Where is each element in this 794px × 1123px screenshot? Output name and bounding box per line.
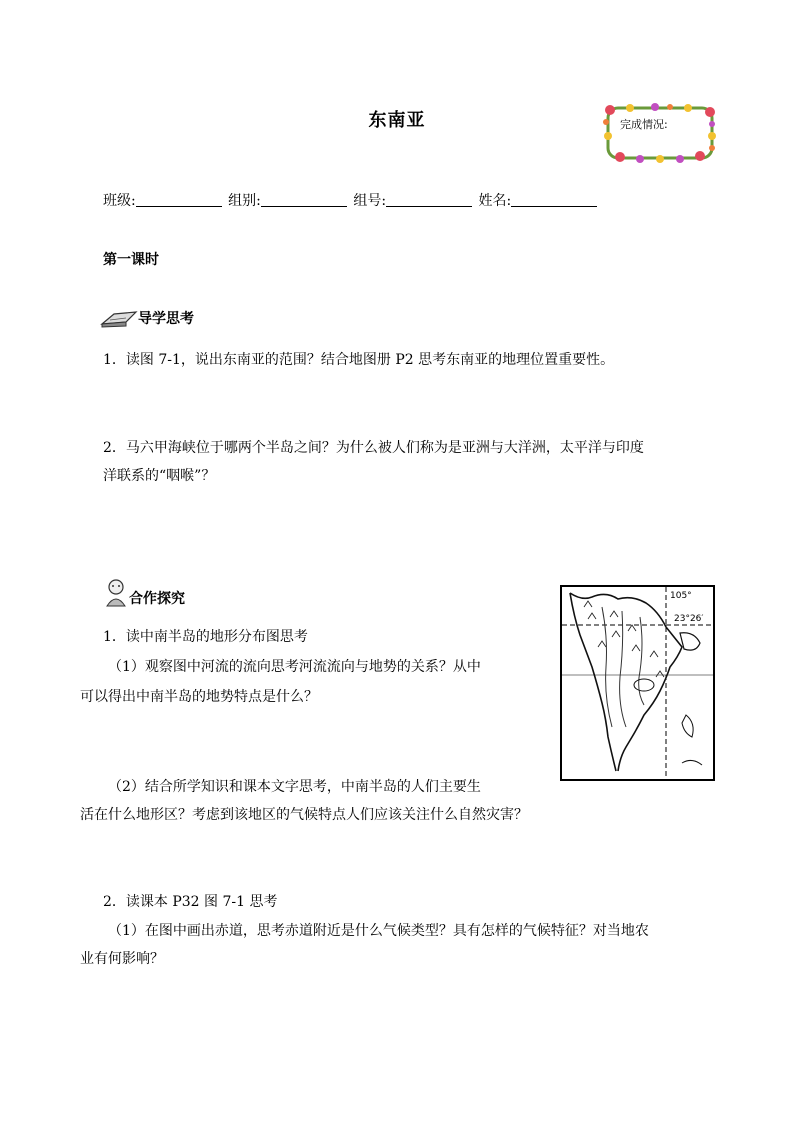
class-label: 班级:	[103, 193, 136, 209]
s1-question-2-line2: 洋联系的“咽喉”？	[103, 468, 216, 484]
s2-q1-2-line1: （2）结合所学知识和课本文字思考，中南半岛的人们主要生	[108, 779, 481, 795]
name-label: 姓名:	[478, 193, 512, 209]
s1-question-2-line1: 2．马六甲海峡位于哪两个半岛之间？为什么被人们称为是亚洲与大洋洲，太平洋与印度	[103, 440, 644, 456]
class-blank[interactable]	[136, 192, 222, 207]
student-icon	[103, 578, 129, 608]
s2-q1-1-line2: 可以得出中南半岛的地势特点是什么？	[80, 689, 318, 705]
section1-heading	[100, 306, 194, 328]
group-no-label: 组号:	[353, 193, 387, 209]
lesson-heading: 第一课时	[103, 252, 159, 268]
group-label: 组别:	[228, 193, 261, 209]
flower-frame-icon	[600, 100, 720, 166]
s2-question-2: 2．读课本 P32 图 7-1 思考	[103, 894, 278, 910]
group-blank[interactable]	[261, 192, 347, 207]
page-title: 东南亚	[368, 110, 426, 131]
s2-question-1: 1．读中南半岛的地形分布图思考	[103, 629, 308, 645]
badge-label: 完成情况:	[620, 118, 668, 131]
peninsula-map-graphic	[562, 587, 713, 779]
s2-q1-2-line2: 活在什么地形区？考虑到该地区的气候特点人们应该关注什么自然灾害？	[80, 807, 528, 823]
student-info-row	[103, 190, 599, 210]
section1-title: 导学思考	[138, 311, 194, 327]
s2-q1-1-line1: （1）观察图中河流的流向思考河流流向与地势的关系？从中	[108, 659, 481, 675]
s2-q2-1-line2: 业有何影响？	[80, 951, 164, 967]
section2-title: 合作探究	[129, 591, 185, 607]
section2-heading	[103, 578, 185, 608]
s2-q2-1-line1: （1）在图中画出赤道，思考赤道附近是什么气候类型？具有怎样的气候特征？对当地农	[108, 923, 649, 939]
completion-badge	[600, 100, 720, 166]
map-latitude-label: 23°26′	[674, 614, 704, 624]
group-no-blank[interactable]	[386, 192, 472, 207]
name-blank[interactable]	[511, 192, 597, 207]
indochina-terrain-map	[560, 585, 715, 781]
s1-question-1: 1．读图 7-1，说出东南亚的范围？结合地图册 P2 思考东南亚的地理位置重要性。	[103, 352, 615, 368]
map-longitude-label: 105°	[670, 591, 692, 601]
book-icon	[100, 306, 138, 328]
